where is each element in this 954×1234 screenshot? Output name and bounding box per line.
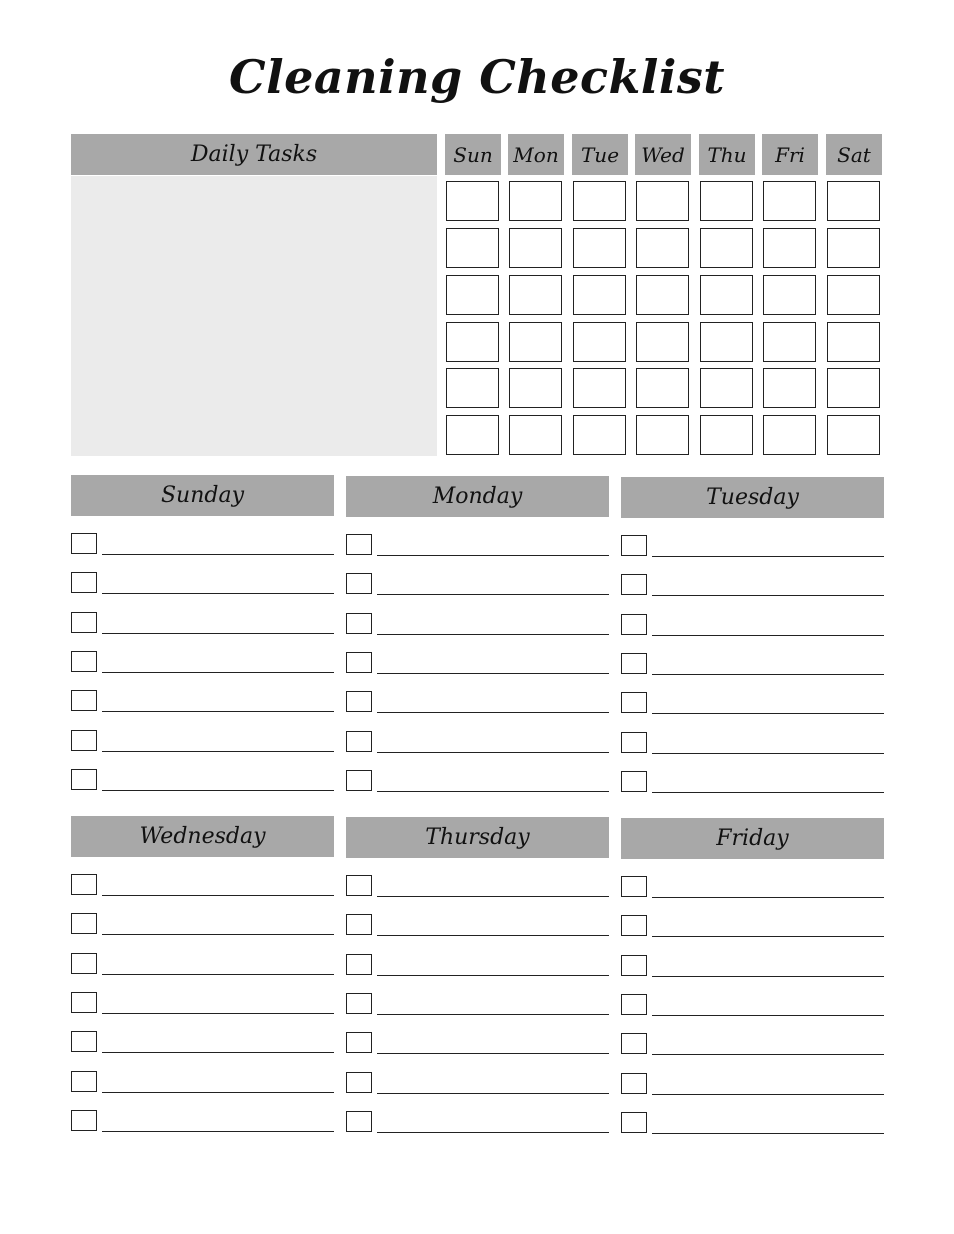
daily-checkbox-tue-4[interactable]: [573, 322, 626, 362]
daily-checkbox-mon-1[interactable]: [509, 181, 562, 221]
daily-checkbox-mon-6[interactable]: [509, 415, 562, 455]
thursday-task-line-5[interactable]: [377, 1053, 609, 1054]
tuesday-task-line-3[interactable]: [652, 635, 884, 636]
wednesday-task-line-3[interactable]: [102, 974, 334, 975]
section-header-thursday: Thursday: [346, 817, 609, 858]
tuesday-task-line-1[interactable]: [652, 556, 884, 557]
friday-task-line-4[interactable]: [652, 1015, 884, 1016]
daily-checkbox-tue-1[interactable]: [573, 181, 626, 221]
daily-checkbox-tue-5[interactable]: [573, 368, 626, 408]
thursday-checkbox-4[interactable]: [346, 993, 372, 1014]
friday-task-line-2[interactable]: [652, 936, 884, 937]
daily-checkbox-fri-1[interactable]: [763, 181, 816, 221]
friday-checkbox-6[interactable]: [621, 1073, 647, 1094]
tuesday-checkbox-6[interactable]: [621, 732, 647, 753]
thursday-task-line-7[interactable]: [377, 1132, 609, 1133]
daily-checkbox-fri-3[interactable]: [763, 275, 816, 315]
day-header-fri: Fri: [762, 134, 818, 175]
sunday-task-line-2[interactable]: [102, 593, 334, 594]
daily-checkbox-fri-4[interactable]: [763, 322, 816, 362]
friday-task-line-5[interactable]: [652, 1054, 884, 1055]
friday-task-line-3[interactable]: [652, 976, 884, 977]
daily-checkbox-wed-2[interactable]: [636, 228, 689, 268]
wednesday-task-line-5[interactable]: [102, 1052, 334, 1053]
tuesday-checkbox-2[interactable]: [621, 574, 647, 595]
wednesday-task-line-6[interactable]: [102, 1092, 334, 1093]
sunday-checkbox-4[interactable]: [71, 651, 97, 672]
monday-task-line-6[interactable]: [377, 752, 609, 753]
thursday-task-line-3[interactable]: [377, 975, 609, 976]
daily-checkbox-thu-4[interactable]: [700, 322, 753, 362]
friday-checkbox-2[interactable]: [621, 915, 647, 936]
monday-task-line-7[interactable]: [377, 791, 609, 792]
sunday-checkbox-5[interactable]: [71, 690, 97, 711]
monday-task-line-1[interactable]: [377, 555, 609, 556]
daily-checkbox-wed-1[interactable]: [636, 181, 689, 221]
section-header-friday: Friday: [621, 818, 884, 859]
daily-checkbox-fri-6[interactable]: [763, 415, 816, 455]
thursday-checkbox-6[interactable]: [346, 1072, 372, 1093]
daily-checkbox-thu-5[interactable]: [700, 368, 753, 408]
monday-task-line-3[interactable]: [377, 634, 609, 635]
wednesday-checkbox-2[interactable]: [71, 913, 97, 934]
sunday-task-line-6[interactable]: [102, 751, 334, 752]
tuesday-task-line-6[interactable]: [652, 753, 884, 754]
daily-checkbox-wed-5[interactable]: [636, 368, 689, 408]
tuesday-task-line-7[interactable]: [652, 792, 884, 793]
wednesday-checkbox-6[interactable]: [71, 1071, 97, 1092]
daily-checkbox-mon-3[interactable]: [509, 275, 562, 315]
daily-checkbox-thu-6[interactable]: [700, 415, 753, 455]
daily-checkbox-sun-6[interactable]: [446, 415, 499, 455]
wednesday-checkbox-5[interactable]: [71, 1031, 97, 1052]
daily-checkbox-sun-3[interactable]: [446, 275, 499, 315]
sunday-checkbox-2[interactable]: [71, 572, 97, 593]
section-header-monday: Monday: [346, 476, 609, 517]
wednesday-checkbox-1[interactable]: [71, 874, 97, 895]
page-title: Cleaning Checklist: [229, 50, 725, 104]
friday-checkbox-1[interactable]: [621, 876, 647, 897]
daily-checkbox-mon-5[interactable]: [509, 368, 562, 408]
thursday-checkbox-5[interactable]: [346, 1032, 372, 1053]
wednesday-checkbox-3[interactable]: [71, 953, 97, 974]
section-header-sunday: Sunday: [71, 475, 334, 516]
monday-checkbox-1[interactable]: [346, 534, 372, 555]
day-header-wed: Wed: [635, 134, 691, 175]
thursday-checkbox-7[interactable]: [346, 1111, 372, 1132]
tuesday-task-line-4[interactable]: [652, 674, 884, 675]
thursday-task-line-6[interactable]: [377, 1093, 609, 1094]
daily-checkbox-thu-1[interactable]: [700, 181, 753, 221]
daily-checkbox-sat-1[interactable]: [827, 181, 880, 221]
thursday-checkbox-1[interactable]: [346, 875, 372, 896]
monday-checkbox-3[interactable]: [346, 613, 372, 634]
sunday-task-line-7[interactable]: [102, 790, 334, 791]
monday-checkbox-7[interactable]: [346, 770, 372, 791]
monday-checkbox-2[interactable]: [346, 573, 372, 594]
day-header-tue: Tue: [572, 134, 628, 175]
friday-checkbox-4[interactable]: [621, 994, 647, 1015]
sunday-checkbox-3[interactable]: [71, 612, 97, 633]
tuesday-checkbox-1[interactable]: [621, 535, 647, 556]
daily-checkbox-thu-3[interactable]: [700, 275, 753, 315]
friday-checkbox-7[interactable]: [621, 1112, 647, 1133]
tuesday-checkbox-5[interactable]: [621, 692, 647, 713]
monday-task-line-5[interactable]: [377, 712, 609, 713]
day-header-mon: Mon: [508, 134, 564, 175]
daily-checkbox-sat-2[interactable]: [827, 228, 880, 268]
monday-checkbox-5[interactable]: [346, 691, 372, 712]
thursday-checkbox-2[interactable]: [346, 914, 372, 935]
wednesday-checkbox-4[interactable]: [71, 992, 97, 1013]
tuesday-checkbox-7[interactable]: [621, 771, 647, 792]
daily-checkbox-sat-3[interactable]: [827, 275, 880, 315]
daily-checkbox-sat-4[interactable]: [827, 322, 880, 362]
wednesday-task-line-4[interactable]: [102, 1013, 334, 1014]
daily-checkbox-sun-5[interactable]: [446, 368, 499, 408]
daily-checkbox-sat-5[interactable]: [827, 368, 880, 408]
thursday-checkbox-3[interactable]: [346, 954, 372, 975]
wednesday-task-line-2[interactable]: [102, 934, 334, 935]
sunday-checkbox-6[interactable]: [71, 730, 97, 751]
sunday-checkbox-7[interactable]: [71, 769, 97, 790]
daily-checkbox-fri-2[interactable]: [763, 228, 816, 268]
daily-checkbox-sun-4[interactable]: [446, 322, 499, 362]
daily-checkbox-tue-3[interactable]: [573, 275, 626, 315]
daily-checkbox-tue-6[interactable]: [573, 415, 626, 455]
monday-task-line-4[interactable]: [377, 673, 609, 674]
daily-tasks-area[interactable]: [71, 176, 437, 456]
tuesday-checkbox-3[interactable]: [621, 614, 647, 635]
monday-task-line-2[interactable]: [377, 594, 609, 595]
section-header-tuesday: Tuesday: [621, 477, 884, 518]
daily-checkbox-wed-6[interactable]: [636, 415, 689, 455]
tuesday-task-line-5[interactable]: [652, 713, 884, 714]
daily-checkbox-sun-2[interactable]: [446, 228, 499, 268]
monday-checkbox-4[interactable]: [346, 652, 372, 673]
day-header-sun: Sun: [445, 134, 501, 175]
monday-checkbox-6[interactable]: [346, 731, 372, 752]
friday-task-line-6[interactable]: [652, 1094, 884, 1095]
friday-checkbox-3[interactable]: [621, 955, 647, 976]
daily-checkbox-mon-2[interactable]: [509, 228, 562, 268]
tuesday-task-line-2[interactable]: [652, 595, 884, 596]
daily-tasks-header: Daily Tasks: [71, 134, 437, 175]
sunday-task-line-3[interactable]: [102, 633, 334, 634]
daily-checkbox-tue-2[interactable]: [573, 228, 626, 268]
thursday-task-line-1[interactable]: [377, 896, 609, 897]
wednesday-task-line-7[interactable]: [102, 1131, 334, 1132]
friday-task-line-7[interactable]: [652, 1133, 884, 1134]
day-header-thu: Thu: [699, 134, 755, 175]
day-header-sat: Sat: [826, 134, 882, 175]
section-header-wednesday: Wednesday: [71, 816, 334, 857]
sunday-checkbox-1[interactable]: [71, 533, 97, 554]
thursday-task-line-2[interactable]: [377, 935, 609, 936]
friday-task-line-1[interactable]: [652, 897, 884, 898]
daily-checkbox-sun-1[interactable]: [446, 181, 499, 221]
tuesday-checkbox-4[interactable]: [621, 653, 647, 674]
wednesday-task-line-1[interactable]: [102, 895, 334, 896]
daily-checkbox-wed-3[interactable]: [636, 275, 689, 315]
sunday-task-line-4[interactable]: [102, 672, 334, 673]
daily-checkbox-mon-4[interactable]: [509, 322, 562, 362]
daily-checkbox-wed-4[interactable]: [636, 322, 689, 362]
daily-checkbox-thu-2[interactable]: [700, 228, 753, 268]
sunday-task-line-5[interactable]: [102, 711, 334, 712]
wednesday-checkbox-7[interactable]: [71, 1110, 97, 1131]
daily-checkbox-fri-5[interactable]: [763, 368, 816, 408]
friday-checkbox-5[interactable]: [621, 1033, 647, 1054]
thursday-task-line-4[interactable]: [377, 1014, 609, 1015]
sunday-task-line-1[interactable]: [102, 554, 334, 555]
daily-checkbox-sat-6[interactable]: [827, 415, 880, 455]
